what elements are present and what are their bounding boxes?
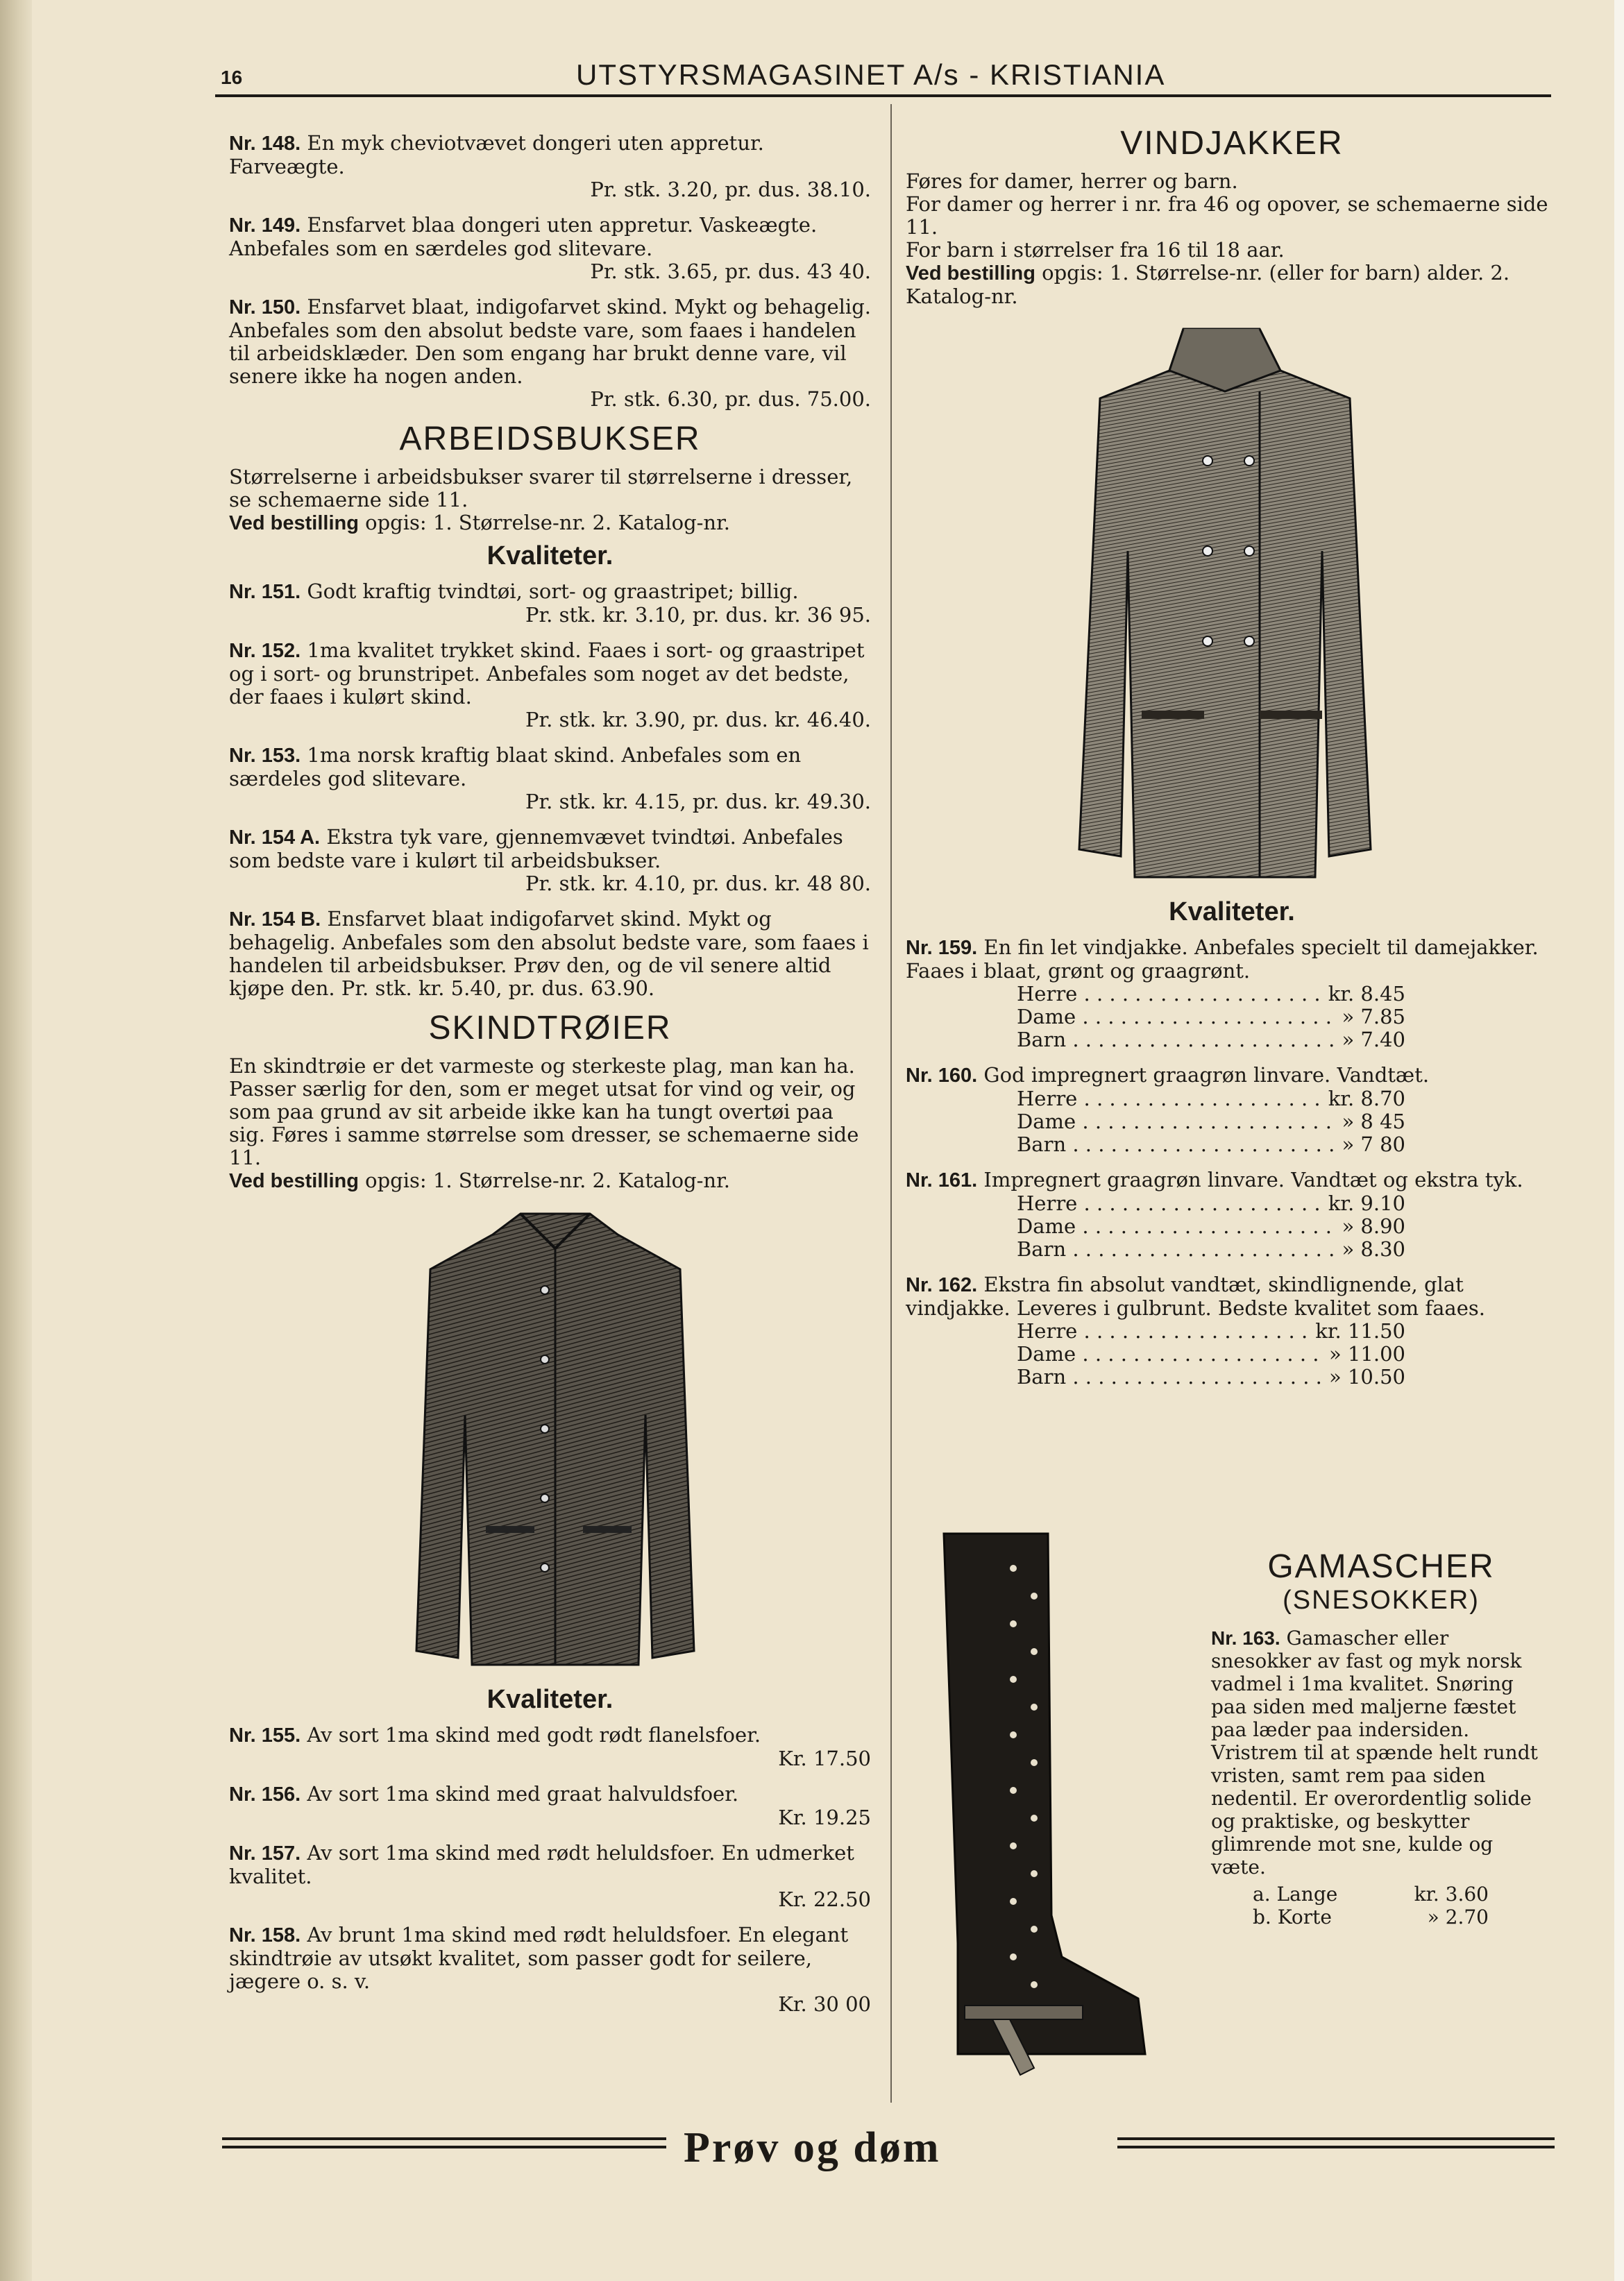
order-note-text: opgis: 1. Størrelse-nr. (eller for barn) alder. 2. Katalog-nr. <box>906 261 1510 308</box>
order-note-bold: Ved bestilling <box>906 262 1035 285</box>
gamascher-illustration <box>930 1527 1166 2082</box>
item-number: Nr. 154 A. <box>229 826 321 849</box>
vindjakke-jacket-illustration <box>1051 322 1398 891</box>
price-value: » 8 45 <box>1342 1110 1405 1133</box>
subheading-kvaliteter: Kvaliteter. <box>487 1685 614 1714</box>
page-edge <box>0 0 32 2281</box>
item-text: Ensfarvet blaa dongeri uten appretur. Vaskeægte. Anbefales som en særdeles god slitevare. <box>229 213 818 260</box>
item-number: Nr. 150. <box>229 296 301 319</box>
section-heading-vindjakker: VINDJAKKER <box>1120 125 1344 162</box>
gamascher-section <box>1211 1547 1551 1928</box>
item-151 <box>229 580 871 627</box>
price-label: Herre . . . <box>1017 1192 1326 1215</box>
price-row <box>1017 1343 1405 1366</box>
item-price: Pr. stk. 3.65, pr. dus. 43 40. <box>590 260 871 283</box>
item-number: Nr. 149. <box>229 214 301 237</box>
order-note-text: opgis: 1. Størrelse-nr. 2. Katalog-nr. <box>365 511 731 534</box>
page-edge-right <box>1614 0 1624 2281</box>
item-text: Av brunt 1ma skind med rødt heluldsfoer. En elegant skindtrøie av utsøkt kvalitet, som passer godt for seilere, jægere o. s. v. <box>229 1923 849 1993</box>
item-162 <box>906 1273 1558 1389</box>
price-label: Dame . . . <box>1017 1215 1339 1238</box>
price-label: Herre . . . <box>1017 1087 1326 1110</box>
item-price: Pr. stk. kr. 5.40, pr. dus. 63.90. <box>341 976 655 1000</box>
order-note-text: opgis: 1. Størrelse-nr. 2. Katalog-nr. <box>365 1169 731 1192</box>
item-price: Pr. stk. kr. 3.10, pr. dus. kr. 36 95. <box>525 603 871 627</box>
price-row <box>1017 1110 1405 1133</box>
price-label: Barn . . . <box>1017 1366 1326 1389</box>
item-text: 1ma norsk kraftig blaat skind. Anbefales som en særdeles god slitevare. <box>229 743 802 790</box>
price-label: Herre . . . <box>1017 1320 1312 1343</box>
item-number: Nr. 161. <box>906 1169 978 1192</box>
item-154a <box>229 826 871 895</box>
footer-rule-right <box>1117 2146 1555 2148</box>
price-row <box>1017 1006 1405 1028</box>
item-160 <box>906 1064 1558 1156</box>
item-150 <box>229 296 871 411</box>
price-row <box>1017 1028 1405 1051</box>
price-value: kr. 9.10 <box>1328 1192 1405 1215</box>
item-price: Pr. stk. kr. 3.90, pr. dus. kr. 46.40. <box>525 708 871 731</box>
page-number: 16 <box>221 67 243 88</box>
section-intro: For damer og herrer i nr. fra 46 og opover, se schemaerne side 11. <box>906 192 1548 239</box>
section-intro: En skindtrøie er det varmeste og sterkeste plag, man kan ha. Passer særlig for den, som er meget utsat for vind og veir, og som paa grund av sit arbeide ikke kan ha tungt overtøi paa sig. Føres i samme størrelse som dresser, se schemaerne side 11. <box>229 1054 859 1169</box>
section-heading-gamascher: GAMASCHER <box>1267 1548 1495 1585</box>
price-value: » 7 80 <box>1342 1133 1405 1156</box>
item-163 <box>1211 1627 1551 1928</box>
item-text: God impregnert graagrøn linvare. Vandtæt. <box>983 1063 1430 1087</box>
item-number: Nr. 160. <box>906 1065 978 1087</box>
item-number: Nr. 152. <box>229 640 301 662</box>
item-152 <box>229 639 871 731</box>
column-divider <box>890 104 892 2103</box>
price-value: » 2.70 <box>1427 1906 1489 1928</box>
item-161 <box>906 1169 1558 1261</box>
section-heading-skindtroier: SKINDTRØIER <box>428 1010 672 1046</box>
item-number: Nr. 158. <box>229 1924 301 1947</box>
footer-rule-right <box>1117 2137 1555 2140</box>
section-heading-arbeidsbukser: ARBEIDSBUKSER <box>399 421 701 457</box>
price-label: a. Lange <box>1253 1883 1338 1906</box>
footer-slogan: Prøv og døm <box>684 2124 941 2171</box>
price-value: kr. 8.45 <box>1328 982 1405 1006</box>
price-value: kr. 8.70 <box>1328 1087 1405 1110</box>
section-subheading-snesokker: (SNESOKKER) <box>1283 1586 1480 1615</box>
price-value: kr. 3.60 <box>1414 1883 1489 1906</box>
item-text: 1ma kvalitet trykket skind. Faaes i sort- og graastripet og i sort- og brunstripet. Anbefales som noget av det bedste, der faaes i kulørt skind. <box>229 638 865 709</box>
section-intro: Størrelserne i arbeidsbukser svarer til størrelserne i dresser, se schemaerne side 11. <box>229 465 853 511</box>
item-text: Av sort 1ma skind med rødt heluldsfoer. En udmerket kvalitet. <box>229 1841 854 1888</box>
header-rule <box>215 94 1551 97</box>
item-number: Nr. 156. <box>229 1783 301 1806</box>
item-text: Impregnert graagrøn linvare. Vandtæt og ekstra tyk. <box>983 1168 1523 1192</box>
item-price: Pr. stk. 6.30, pr. dus. 75.00. <box>590 387 871 411</box>
section-intro: For barn i størrelser fra 16 til 18 aar. <box>906 238 1285 262</box>
item-158 <box>229 1924 871 2016</box>
price-row <box>1253 1906 1489 1928</box>
price-value: » 7.40 <box>1342 1028 1405 1051</box>
page-header <box>208 54 1548 89</box>
price-row <box>1017 1133 1405 1156</box>
page-title: UTSTYRSMAGASINET A/s - KRISTIANIA <box>576 58 1166 91</box>
order-note <box>229 511 871 535</box>
price-label: Herre . . . <box>1017 983 1326 1006</box>
illustration-space <box>906 308 1558 891</box>
item-text: En fin let vindjakke. Anbefales specielt til damejakker. Faaes i blaat, grønt og graagrønt. <box>906 935 1539 983</box>
price-value: » 8.30 <box>1342 1237 1405 1261</box>
item-number: Nr. 162. <box>906 1274 978 1296</box>
price-label: b. Korte <box>1253 1906 1332 1928</box>
item-text: Av sort 1ma skind med godt rødt flanelsfoer. <box>307 1723 761 1747</box>
item-price: Kr. 17.50 <box>778 1747 871 1770</box>
item-price: Kr. 19.25 <box>778 1806 871 1829</box>
price-label: Dame . . . <box>1017 1006 1339 1028</box>
price-label: Dame . . . <box>1017 1110 1339 1133</box>
price-row <box>1017 1238 1405 1261</box>
left-column <box>229 132 871 2028</box>
item-text: Godt kraftig tvindtøi, sort- og graastripet; billig. <box>307 579 799 603</box>
price-row <box>1017 1087 1405 1110</box>
price-value: » 8.90 <box>1342 1214 1405 1238</box>
item-157 <box>229 1842 871 1911</box>
item-number: Nr. 159. <box>906 937 978 959</box>
item-text: Gamascher eller snesokker av fast og myk norsk vadmel i 1ma kvalitet. Snøring paa siden med maljerne fæstet paa læder paa indersiden. Vristrem til at spænde helt rundt vristen, samt rem paa siden nedentil. Er overordentlig solide og praktiske, og beskytter glimrende mot sne, kulde og væte. <box>1211 1627 1538 1879</box>
footer-rule-left <box>222 2137 666 2140</box>
item-number: Nr. 148. <box>229 133 301 155</box>
price-value: » 7.85 <box>1342 1005 1405 1028</box>
item-price: Pr. stk. kr. 4.15, pr. dus. kr. 49.30. <box>525 790 871 813</box>
price-row <box>1253 1883 1489 1906</box>
price-value: » 11.00 <box>1329 1342 1405 1366</box>
price-label: Barn . . . <box>1017 1238 1339 1261</box>
item-number: Nr. 151. <box>229 581 301 603</box>
order-note <box>906 262 1558 308</box>
price-row <box>1017 1215 1405 1238</box>
item-price: Kr. 22.50 <box>778 1888 871 1911</box>
item-148 <box>229 132 871 201</box>
item-number: Nr. 155. <box>229 1724 301 1747</box>
item-text: Ensfarvet blaat, indigofarvet skind. Mykt og behagelig. Anbefales som den absolut bedste vare, som faaes i handelen til arbeidsklæder. Den som engang har brukt denne vare, vil senere ikke ha nogen anden. <box>229 295 871 388</box>
item-149 <box>229 214 871 283</box>
item-text: Ekstra fin absolut vandtæt, skindlignende, glat vindjakke. Leveres i gulbrunt. Bedste kvalitet som faaes. <box>906 1273 1485 1320</box>
item-text: Av sort 1ma skind med graat halvuldsfoer. <box>307 1782 739 1806</box>
price-value: kr. 11.50 <box>1315 1319 1405 1343</box>
item-156 <box>229 1783 871 1829</box>
item-159 <box>906 936 1558 1051</box>
price-row <box>1017 1366 1405 1389</box>
item-text: Ensfarvet blaat indigofarvet skind. Mykt og behagelig. Anbefales som den absolut bedste vare, som faaes i handelen til arbeidsbukser. Prøv den, og de vil senere altid kjøpe den. <box>229 907 869 1000</box>
item-price: Kr. 30 00 <box>778 1992 871 2016</box>
price-label: Barn . . . <box>1017 1028 1339 1051</box>
item-154b <box>229 908 871 1000</box>
skindtroie-jacket-illustration <box>389 1207 722 1679</box>
item-155 <box>229 1724 871 1770</box>
section-intro: Føres for damer, herrer og barn. <box>906 169 1238 193</box>
item-text: En myk cheviotvævet dongeri uten appretur. Farveægte. <box>229 131 764 178</box>
item-153 <box>229 744 871 813</box>
illustration-space <box>229 1193 871 1679</box>
item-text: Ekstra tyk vare, gjennemvævet tvindtøi. Anbefales som bedste vare i kulørt til arbeidsbukser. <box>229 825 843 872</box>
price-label: Barn . . . <box>1017 1133 1339 1156</box>
item-price: Pr. stk. kr. 4.10, pr. dus. kr. 48 80. <box>525 872 871 895</box>
footer-rule-left <box>222 2146 666 2148</box>
price-row <box>1017 1320 1405 1343</box>
item-price: Pr. stk. 3.20, pr. dus. 38.10. <box>590 178 871 201</box>
order-note-bold: Ved bestilling <box>229 512 359 534</box>
order-note-bold: Ved bestilling <box>229 1170 359 1192</box>
item-number: Nr. 153. <box>229 745 301 767</box>
subheading-kvaliteter: Kvaliteter. <box>487 541 614 570</box>
price-row <box>1017 983 1405 1006</box>
item-number: Nr. 157. <box>229 1842 301 1865</box>
price-row <box>1017 1192 1405 1215</box>
order-note <box>229 1169 871 1193</box>
item-number: Nr. 154 B. <box>229 908 321 931</box>
subheading-kvaliteter: Kvaliteter. <box>1169 897 1295 926</box>
right-column <box>906 125 1558 1401</box>
price-value: » 10.50 <box>1329 1365 1405 1389</box>
price-label: Dame . . . <box>1017 1343 1326 1366</box>
item-number: Nr. 163. <box>1211 1627 1280 1649</box>
